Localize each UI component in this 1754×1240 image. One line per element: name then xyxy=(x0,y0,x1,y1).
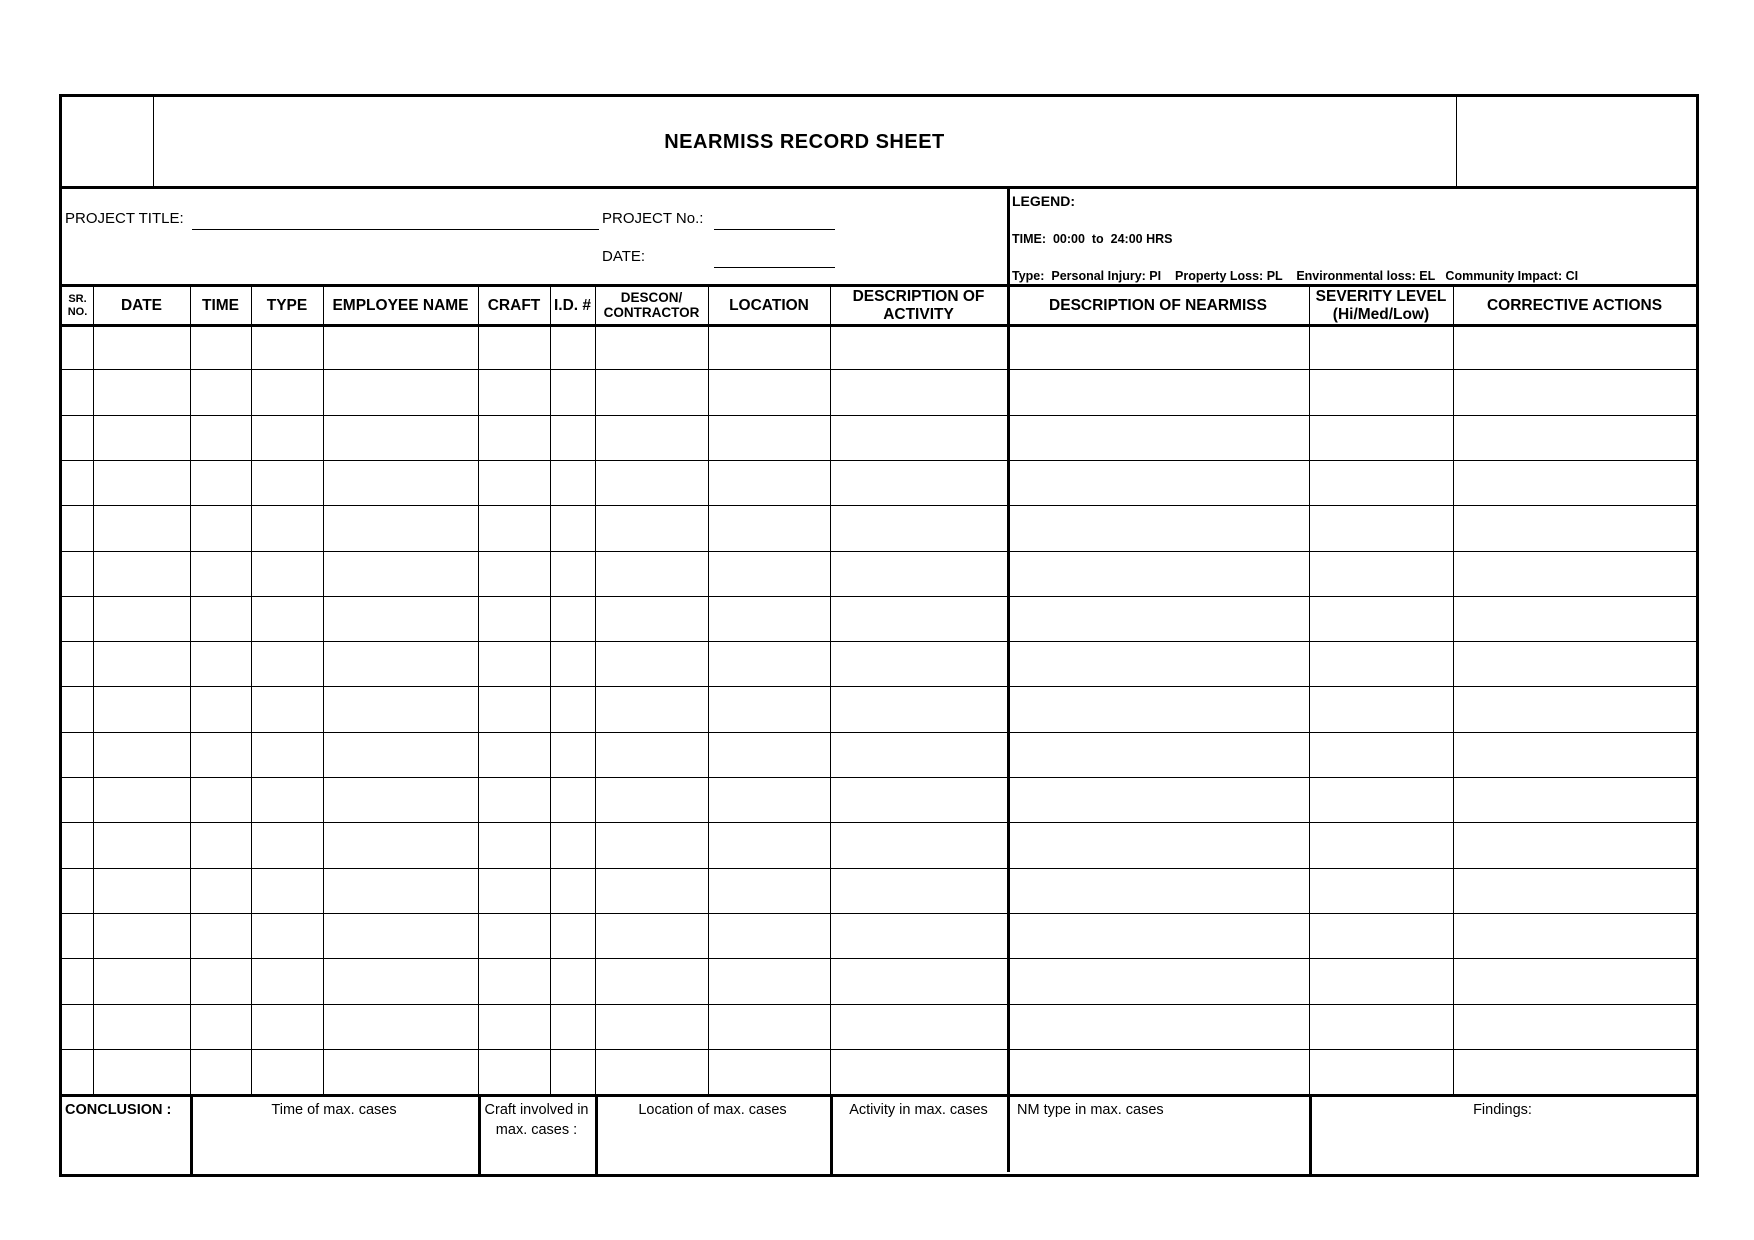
table-cell[interactable] xyxy=(595,822,708,867)
table-cell[interactable] xyxy=(1309,1049,1453,1094)
table-cell[interactable] xyxy=(830,732,1007,777)
table-cell[interactable] xyxy=(830,822,1007,867)
table-cell[interactable] xyxy=(1453,596,1696,641)
legend-time: TIME: 00:00 to 24:00 HRS xyxy=(1012,232,1173,246)
table-cell[interactable] xyxy=(190,596,251,641)
table-cell[interactable] xyxy=(323,1004,478,1049)
table-cell[interactable] xyxy=(550,415,595,460)
table-cell[interactable] xyxy=(830,1049,1007,1094)
table-cell[interactable] xyxy=(595,551,708,596)
table-cell[interactable] xyxy=(190,732,251,777)
conclusion-findings: Findings: xyxy=(1473,1102,1532,1118)
table-cell[interactable] xyxy=(830,369,1007,414)
table-cell[interactable] xyxy=(478,551,550,596)
table-cell[interactable] xyxy=(93,1049,190,1094)
table-cell[interactable] xyxy=(595,958,708,1003)
header-description-of-activity xyxy=(830,286,1007,325)
title-bottom-rule xyxy=(62,186,1696,189)
table-cell[interactable] xyxy=(323,686,478,731)
table-cell[interactable] xyxy=(190,369,251,414)
table-cell[interactable] xyxy=(478,1049,550,1094)
header-location: LOCATION xyxy=(729,296,809,314)
table-cell[interactable] xyxy=(323,958,478,1003)
table-cell[interactable] xyxy=(1453,777,1696,822)
legend-type: Type: Personal Injury: PI Property Loss: PL Environmental loss: EL Community Impact: CI xyxy=(1012,269,1579,283)
table-cell[interactable] xyxy=(1007,1004,1309,1049)
table-cell[interactable] xyxy=(1453,913,1696,958)
table-cell[interactable] xyxy=(323,777,478,822)
table-row xyxy=(62,686,1696,731)
table-cell[interactable] xyxy=(323,415,478,460)
table-cell[interactable] xyxy=(708,1004,830,1049)
table-cell[interactable] xyxy=(251,822,323,867)
table-cell[interactable] xyxy=(323,868,478,913)
table-cell[interactable] xyxy=(323,460,478,505)
table-cell[interactable] xyxy=(62,686,93,731)
table-cell[interactable] xyxy=(251,596,323,641)
table-cell[interactable] xyxy=(478,1004,550,1049)
table-cell[interactable] xyxy=(1309,369,1453,414)
table-cell[interactable] xyxy=(251,686,323,731)
table-cell[interactable] xyxy=(1309,777,1453,822)
table-cell[interactable] xyxy=(478,822,550,867)
table-cell[interactable] xyxy=(708,913,830,958)
table-cell[interactable] xyxy=(62,505,93,550)
table-cell[interactable] xyxy=(190,551,251,596)
table-cell[interactable] xyxy=(190,822,251,867)
header-descon-line1: DESCON/ xyxy=(620,289,683,305)
table-cell[interactable] xyxy=(190,1049,251,1094)
header-sr-no-line1: SR. xyxy=(68,293,87,306)
table-cell[interactable] xyxy=(93,822,190,867)
table-cell[interactable] xyxy=(550,641,595,686)
conclusion-craft-line2: max. cases : xyxy=(495,1121,578,1138)
table-row xyxy=(62,551,1696,596)
table-cell[interactable] xyxy=(323,822,478,867)
table-row xyxy=(62,732,1696,777)
table-cell[interactable] xyxy=(595,596,708,641)
table-cell[interactable] xyxy=(1309,505,1453,550)
table-cell[interactable] xyxy=(62,822,93,867)
table-cell[interactable] xyxy=(251,1004,323,1049)
table-cell[interactable] xyxy=(1453,415,1696,460)
table-cell[interactable] xyxy=(550,732,595,777)
table-cell[interactable] xyxy=(830,868,1007,913)
header-severity-line1: SEVERITY LEVEL xyxy=(1315,288,1447,306)
header-description-of-nearmiss: DESCRIPTION OF NEARMISS xyxy=(1049,296,1267,314)
table-row xyxy=(62,505,1696,550)
table-cell[interactable] xyxy=(323,641,478,686)
table-cell[interactable] xyxy=(1453,641,1696,686)
table-cell[interactable] xyxy=(93,415,190,460)
table-cell[interactable] xyxy=(62,1004,93,1049)
table-cell[interactable] xyxy=(830,460,1007,505)
table-cell[interactable] xyxy=(62,324,93,369)
table-cell[interactable] xyxy=(830,777,1007,822)
table-cell[interactable] xyxy=(62,415,93,460)
table-row xyxy=(62,415,1696,460)
header-date: DATE xyxy=(120,296,163,314)
table-cell[interactable] xyxy=(1309,958,1453,1003)
date-label: DATE: xyxy=(602,248,646,265)
table-cell[interactable] xyxy=(478,505,550,550)
table-cell[interactable] xyxy=(595,686,708,731)
table-cell[interactable] xyxy=(708,551,830,596)
table-cell[interactable] xyxy=(595,324,708,369)
table-cell[interactable] xyxy=(478,868,550,913)
conclusion-craft xyxy=(478,1101,595,1140)
table-cell[interactable] xyxy=(323,1049,478,1094)
table-cell[interactable] xyxy=(1309,913,1453,958)
table-cell[interactable] xyxy=(478,641,550,686)
table-cell[interactable] xyxy=(550,460,595,505)
table-cell[interactable] xyxy=(251,324,323,369)
table-cell[interactable] xyxy=(708,460,830,505)
table-cell[interactable] xyxy=(93,505,190,550)
table-cell[interactable] xyxy=(190,1004,251,1049)
table-cell[interactable] xyxy=(251,460,323,505)
nearmiss-record-sheet xyxy=(59,94,1699,1177)
table-cell[interactable] xyxy=(708,641,830,686)
table-cell[interactable] xyxy=(550,868,595,913)
title-cell xyxy=(153,97,1456,187)
table-cell[interactable] xyxy=(1007,369,1309,414)
table-cell[interactable] xyxy=(1309,324,1453,369)
header-severity-line2: (Hi/Med/Low) xyxy=(1332,305,1430,323)
header-corrective-actions: CORRECTIVE ACTIONS xyxy=(1486,296,1663,314)
header-severity-level xyxy=(1309,286,1453,325)
header-time: TIME xyxy=(201,296,240,314)
table-cell[interactable] xyxy=(550,777,595,822)
table-cell[interactable] xyxy=(1309,732,1453,777)
table-row xyxy=(62,641,1696,686)
table-cell[interactable] xyxy=(1453,1049,1696,1094)
table-cell[interactable] xyxy=(1309,551,1453,596)
conclusion-activity: Activity in max. cases xyxy=(849,1102,988,1118)
table-cell[interactable] xyxy=(251,1049,323,1094)
table-cell[interactable] xyxy=(830,505,1007,550)
table-cell[interactable] xyxy=(830,1004,1007,1049)
table-cell[interactable] xyxy=(323,324,478,369)
table-cell[interactable] xyxy=(251,369,323,414)
table-cell[interactable] xyxy=(62,641,93,686)
table-row xyxy=(62,1049,1696,1094)
table-cell[interactable] xyxy=(1453,958,1696,1003)
table-cell[interactable] xyxy=(93,551,190,596)
table-row xyxy=(62,913,1696,958)
table-cell[interactable] xyxy=(323,732,478,777)
table-cell[interactable] xyxy=(708,868,830,913)
table-cell[interactable] xyxy=(93,686,190,731)
header-sr-no xyxy=(62,286,93,325)
table-cell[interactable] xyxy=(1309,868,1453,913)
table-cell[interactable] xyxy=(708,505,830,550)
table-cell[interactable] xyxy=(1007,777,1309,822)
table-cell[interactable] xyxy=(251,641,323,686)
table-cell[interactable] xyxy=(595,369,708,414)
header-employee-name: EMPLOYEE NAME xyxy=(332,296,469,314)
table-cell[interactable] xyxy=(1007,641,1309,686)
table-cell[interactable] xyxy=(1309,415,1453,460)
table-cell[interactable] xyxy=(708,1049,830,1094)
table-cell[interactable] xyxy=(595,777,708,822)
table-row xyxy=(62,868,1696,913)
table-cell[interactable] xyxy=(1309,822,1453,867)
reference-box xyxy=(1456,97,1696,187)
table-cell[interactable] xyxy=(1007,551,1309,596)
table-cell[interactable] xyxy=(1453,732,1696,777)
table-cell[interactable] xyxy=(478,369,550,414)
table-cell[interactable] xyxy=(478,324,550,369)
table-cell[interactable] xyxy=(190,641,251,686)
table-cell[interactable] xyxy=(1007,958,1309,1003)
table-cell[interactable] xyxy=(595,415,708,460)
table-cell[interactable] xyxy=(1309,686,1453,731)
table-cell[interactable] xyxy=(251,551,323,596)
table-cell[interactable] xyxy=(550,369,595,414)
table-cell[interactable] xyxy=(62,1049,93,1094)
table-cell[interactable] xyxy=(1007,324,1309,369)
table-cell[interactable] xyxy=(1309,596,1453,641)
table-cell[interactable] xyxy=(708,822,830,867)
table-cell[interactable] xyxy=(830,913,1007,958)
header-craft: CRAFT xyxy=(487,296,541,314)
table-cell[interactable] xyxy=(1453,369,1696,414)
table-cell[interactable] xyxy=(550,822,595,867)
table-cell[interactable] xyxy=(323,551,478,596)
table-cell[interactable] xyxy=(478,913,550,958)
conclusion-time: Time of max. cases xyxy=(271,1102,397,1118)
header-id: I.D. # xyxy=(553,296,592,314)
table-cell[interactable] xyxy=(708,596,830,641)
table-cell[interactable] xyxy=(708,324,830,369)
table-row xyxy=(62,596,1696,641)
table-cell[interactable] xyxy=(1453,551,1696,596)
table-cell[interactable] xyxy=(1309,1004,1453,1049)
table-cell[interactable] xyxy=(1007,686,1309,731)
table-cell[interactable] xyxy=(595,732,708,777)
table-cell[interactable] xyxy=(190,868,251,913)
table-cell[interactable] xyxy=(830,641,1007,686)
table-cell[interactable] xyxy=(708,415,830,460)
header-activity-line1: DESCRIPTION OF xyxy=(852,288,985,306)
table-cell[interactable] xyxy=(62,958,93,1003)
table-cell[interactable] xyxy=(62,551,93,596)
table-cell[interactable] xyxy=(190,324,251,369)
table-cell[interactable] xyxy=(93,868,190,913)
conclusion-craft-line1: Craft involved in xyxy=(484,1102,589,1118)
table-cell[interactable] xyxy=(478,686,550,731)
table-cell[interactable] xyxy=(93,913,190,958)
table-cell[interactable] xyxy=(62,460,93,505)
table-cell[interactable] xyxy=(251,868,323,913)
table-cell[interactable] xyxy=(251,505,323,550)
table-cell[interactable] xyxy=(251,732,323,777)
table-cell[interactable] xyxy=(830,958,1007,1003)
table-cell[interactable] xyxy=(93,732,190,777)
table-cell[interactable] xyxy=(595,505,708,550)
table-cell[interactable] xyxy=(595,868,708,913)
table-row xyxy=(62,958,1696,1003)
project-title-label: PROJECT TITLE: xyxy=(65,210,184,227)
table-cell[interactable] xyxy=(550,1049,595,1094)
table-cell[interactable] xyxy=(93,596,190,641)
table-row xyxy=(62,369,1696,414)
table-cell[interactable] xyxy=(1007,732,1309,777)
table-cell[interactable] xyxy=(190,958,251,1003)
table-cell[interactable] xyxy=(1453,868,1696,913)
table-cell[interactable] xyxy=(1007,460,1309,505)
table-cell[interactable] xyxy=(830,324,1007,369)
header-descon-line2: CONTRACTOR xyxy=(603,304,700,320)
table-cell[interactable] xyxy=(62,777,93,822)
table-cell[interactable] xyxy=(550,324,595,369)
table-cell[interactable] xyxy=(830,686,1007,731)
table-cell[interactable] xyxy=(595,460,708,505)
table-cell[interactable] xyxy=(251,913,323,958)
table-cell[interactable] xyxy=(93,1004,190,1049)
table-cell[interactable] xyxy=(478,777,550,822)
table-cell[interactable] xyxy=(93,641,190,686)
table-cell[interactable] xyxy=(1007,913,1309,958)
table-row xyxy=(62,324,1696,369)
table-cell[interactable] xyxy=(1007,596,1309,641)
table-cell[interactable] xyxy=(323,913,478,958)
table-cell[interactable] xyxy=(323,369,478,414)
table-cell[interactable] xyxy=(708,686,830,731)
table-cell[interactable] xyxy=(830,596,1007,641)
table-cell[interactable] xyxy=(1453,1004,1696,1049)
table-cell[interactable] xyxy=(1453,460,1696,505)
table-cell[interactable] xyxy=(190,913,251,958)
date-field[interactable] xyxy=(714,267,835,268)
table-cell[interactable] xyxy=(62,913,93,958)
table-cell[interactable] xyxy=(190,505,251,550)
table-cell[interactable] xyxy=(708,958,830,1003)
table-cell[interactable] xyxy=(1007,1049,1309,1094)
table-cell[interactable] xyxy=(478,596,550,641)
table-cell[interactable] xyxy=(550,505,595,550)
table-cell[interactable] xyxy=(1453,822,1696,867)
table-cell[interactable] xyxy=(323,596,478,641)
table-cell[interactable] xyxy=(1309,641,1453,686)
table-cell[interactable] xyxy=(190,415,251,460)
project-no-field[interactable] xyxy=(714,229,835,230)
table-cell[interactable] xyxy=(1453,686,1696,731)
table-cell[interactable] xyxy=(1007,505,1309,550)
table-cell[interactable] xyxy=(595,913,708,958)
table-cell[interactable] xyxy=(595,641,708,686)
table-cell[interactable] xyxy=(550,596,595,641)
table-cell[interactable] xyxy=(1309,460,1453,505)
page-title: NEARMISS RECORD SHEET xyxy=(664,130,945,153)
table-cell[interactable] xyxy=(708,732,830,777)
table-cell[interactable] xyxy=(595,1004,708,1049)
table-cell[interactable] xyxy=(1453,505,1696,550)
table-cell[interactable] xyxy=(830,415,1007,460)
table-cell[interactable] xyxy=(550,551,595,596)
table-cell[interactable] xyxy=(550,913,595,958)
table-cell[interactable] xyxy=(323,505,478,550)
table-cell[interactable] xyxy=(478,732,550,777)
table-cell[interactable] xyxy=(830,551,1007,596)
table-cell[interactable] xyxy=(1007,822,1309,867)
table-cell[interactable] xyxy=(190,777,251,822)
project-title-field[interactable] xyxy=(192,229,599,230)
table-cell[interactable] xyxy=(478,460,550,505)
table-cell[interactable] xyxy=(1007,415,1309,460)
header-descon-contractor xyxy=(595,286,708,325)
header-sr-no-line2: NO. xyxy=(67,305,88,318)
table-cell[interactable] xyxy=(251,958,323,1003)
table-cell[interactable] xyxy=(1453,324,1696,369)
table-cell[interactable] xyxy=(550,958,595,1003)
conclusion-nm-type: NM type in max. cases xyxy=(1017,1102,1164,1118)
table-cell[interactable] xyxy=(478,958,550,1003)
conclusion-label: CONCLUSION : xyxy=(65,1102,172,1118)
header-type: TYPE xyxy=(266,296,308,314)
table-cell[interactable] xyxy=(190,460,251,505)
table-row xyxy=(62,777,1696,822)
legend-heading: LEGEND: xyxy=(1012,193,1075,209)
table-cell[interactable] xyxy=(708,369,830,414)
table-cell[interactable] xyxy=(62,868,93,913)
table-cell[interactable] xyxy=(1007,868,1309,913)
table-cell[interactable] xyxy=(62,596,93,641)
table-cell[interactable] xyxy=(550,1004,595,1049)
table-row xyxy=(62,460,1696,505)
table-cell[interactable] xyxy=(93,777,190,822)
table-cell[interactable] xyxy=(93,369,190,414)
table-cell[interactable] xyxy=(93,460,190,505)
table-cell[interactable] xyxy=(62,369,93,414)
table-cell[interactable] xyxy=(251,777,323,822)
table-cell[interactable] xyxy=(595,1049,708,1094)
conclusion-top-rule xyxy=(62,1094,1696,1097)
table-cell[interactable] xyxy=(251,415,323,460)
conclusion-location: Location of max. cases xyxy=(638,1102,787,1118)
table-cell[interactable] xyxy=(478,415,550,460)
table-cell[interactable] xyxy=(708,777,830,822)
header-activity-line2: ACTIVITY xyxy=(883,305,954,323)
table-cell[interactable] xyxy=(550,686,595,731)
table-cell[interactable] xyxy=(190,686,251,731)
table-cell[interactable] xyxy=(93,958,190,1003)
project-no-label: PROJECT No.: xyxy=(602,210,704,227)
table-cell[interactable] xyxy=(93,324,190,369)
table-row xyxy=(62,1004,1696,1049)
table-row xyxy=(62,822,1696,867)
logo-box xyxy=(62,97,153,187)
table-cell[interactable] xyxy=(62,732,93,777)
